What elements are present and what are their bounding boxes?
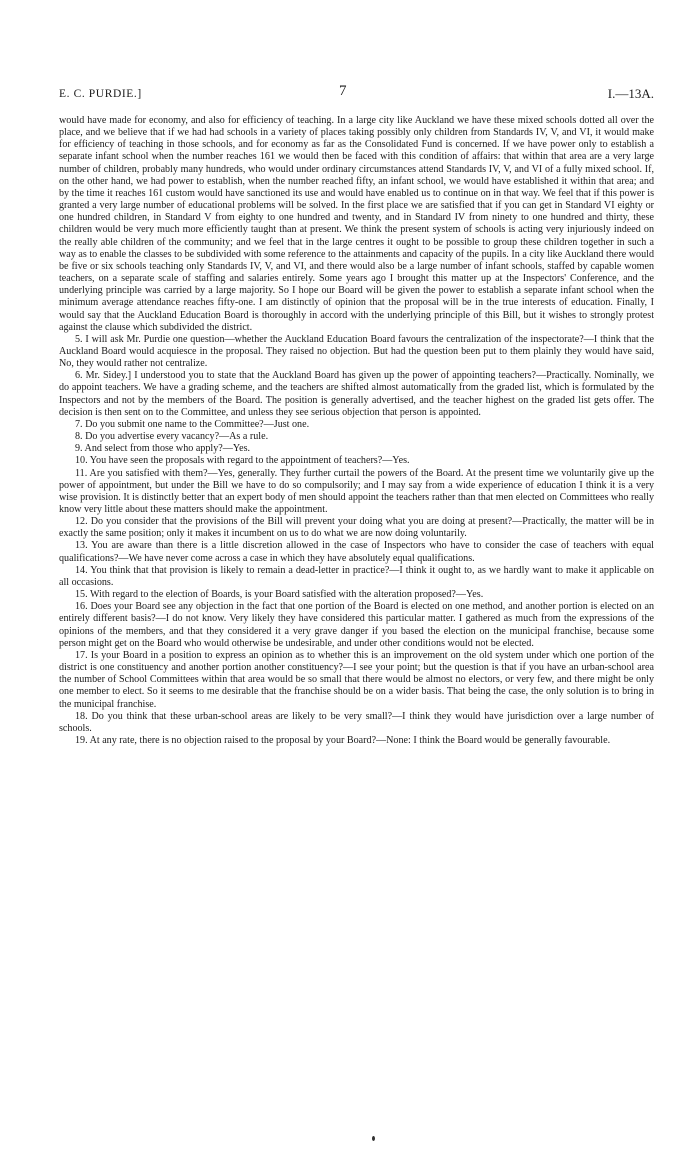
header-witness-name: E. C. PURDIE.] [59, 88, 142, 100]
document-reference: I.—13A. [607, 86, 654, 101]
question-9: 9. And select from those who apply?—Yes. [75, 443, 251, 455]
question-18: 18. Do you think that these urban-school areas are likely to be very small?—I think they would have jurisdiction over a large number of schools. [59, 710, 654, 734]
question-14: 14. You think that that provision is likely to remain a dead-letter in practice?—I think it ought to, as we hardly want to make it applicable on all occasions. [59, 564, 654, 588]
ink-mark [372, 1136, 375, 1141]
question-10: 10. You have seen the proposals with regard to the appointment of teachers?—Yes. [75, 455, 410, 467]
question-7: 7. Do you submit one name to the Committee?—Just one. [75, 418, 310, 430]
question-15: 15. With regard to the election of Boards, is your Board satisfied with the alteration proposed?—Yes. [75, 589, 484, 601]
page-number: 7 [339, 83, 347, 99]
question-6: 6. Mr. Sidey.] I understood you to state that the Auckland Board has given up the power of appointing teachers?—Practically. Nominally, we do appoint teachers. We have a grading scheme, and the teachers are shifted almost automatically from the graded list, which is formulated by the Inspectors and not by the members of the Board. The position is generally advertised, and the teacher highest on the graded list gets offer. The decision is then sent on to the Committee, and unless they see serious objection that person is appointed. [59, 370, 654, 418]
question-8: 8. Do you advertise every vacancy?—As a rule. [75, 431, 269, 443]
question-11: 11. Are you satisfied with them?—Yes, generally. They further curtail the powers of the Board. At the present time we voluntarily give up the power of appointment, but under the Bill we have to do so compulsorily; and I may say from a wide experience of education I think it is a very wise provision. It is distinctly better that an expert body of men should appoint the teachers rather than that men elected on Committees who really know very little about these matters should make the appointment. [59, 467, 654, 515]
question-17: 17. Is your Board in a position to express an opinion as to whether this is an improvement on the old system under which one portion of the district is one constituency and another portion another constituency?—I see your point; but the question is that if you have an urban-school area the number of School Committees within that area would be so small that there would be almost no electors, or very few, and there might be only one member to elect. So it seems to me desirable that the franchise should be on a wider basis. That being the case, the only solution is to bring in the municipal franchise. [59, 649, 654, 710]
question-19: 19. At any rate, there is no objection raised to the proposal by your Board?—None: I think the Board would be generally favourable. [75, 734, 611, 746]
question-13: 13. You are aware than there is a little discretion allowed in the case of Inspectors who have to consider the case of teachers with equal qualifications?—We have never come across a case in which they have absolutely equal qualifications. [59, 540, 654, 564]
evidence-body [59, 115, 654, 747]
question-12: 12. Do you consider that the provisions of the Bill will prevent your doing what you are doing at present?—Practically, the matter will be in exactly the same position; only it makes it incumbent on us to do what we are now doing voluntarily. [59, 516, 654, 540]
paragraph-continuation: would have made for economy, and also for efficiency of teaching. In a large city like Auckland we have these mixed schools dotted all over the place, and we believe that if we had had schools in a variety of places taking possibly only children from Standards IV, V, and VI, it would make for efficiency of teaching in those schools, and for economy as far as the Consolidated Fund is concerned. If we have power only to establish a separate infant school when the number reaches 161 we would then be faced with this condition of affairs: that within that area are a very large number of children, probably many hundreds, who would under ordinary circumstances attend Standards IV, V, and VI of a fully mixed school. If, on the other hand, we had power to establish, when the number reached fifty, an infant school, we would have established it within that area; and by the time it reaches 161 custom would have sanctioned its use and would have enabled us to continue on in that way. We feel that if this power is granted a very large number of educational problems will be solved. In the first place we are satisfied that if you can get in Standard VI eighty or one hundred children, in Standard V from eighty to one hundred and twenty, and in Standard IV from ninety to one hundred and thirty, these children would be very much more efficiently taught than at present. We think the present system of schools is acting very injuriously indeed on the really able children of the community; and we feel that in the large centres it ought to be possible to group these children together in such a way as to enable the classes to be subdivided with some reference to the attainments and capacity of the pupils. In a city like Auckland there would be five or six schools teaching only Standards IV, V, and VI, and there would also be a large number of infant schools, staffed by capable women teachers, on a separate scale of staffing and salaries entirely. Some years ago I brought this matter up at the Inspectors' Conference, and the underlying principle was carried by a large majority. So I hope our Board will be given the power to establish a separate infant school when the minimum average attendance reaches fifty-one. I am distinctly of opinion that the proposal will be in the true interests of education. Finally, I would say that the Auckland Education Board is thoroughly in accord with the underlying principle of this Bill, but it wishes to strongly protest against the clause which subdivided the district. [59, 115, 654, 333]
page-header [59, 83, 654, 104]
question-5: 5. I will ask Mr. Purdie one question—whether the Auckland Education Board favours the centralization of the inspectorate?—I think that the Auckland Board would acquiesce in the proposal. They raised no objection. But had the question been put to them plainly they would have said, No, they would rather not centralize. [59, 333, 654, 370]
question-16: 16. Does your Board see any objection in the fact that one portion of the Board is elected on one method, and another portion is elected on an entirely different basis?—I do not know. Very likely they have considered this particular matter. I gathered as much from the expressions of the opinions of the members, and that they considered it a very grave danger if you based the election on the municipal franchise, because some person might get on the Board who would otherwise be undesirable, and under other conditions would not be elected. [59, 601, 654, 649]
